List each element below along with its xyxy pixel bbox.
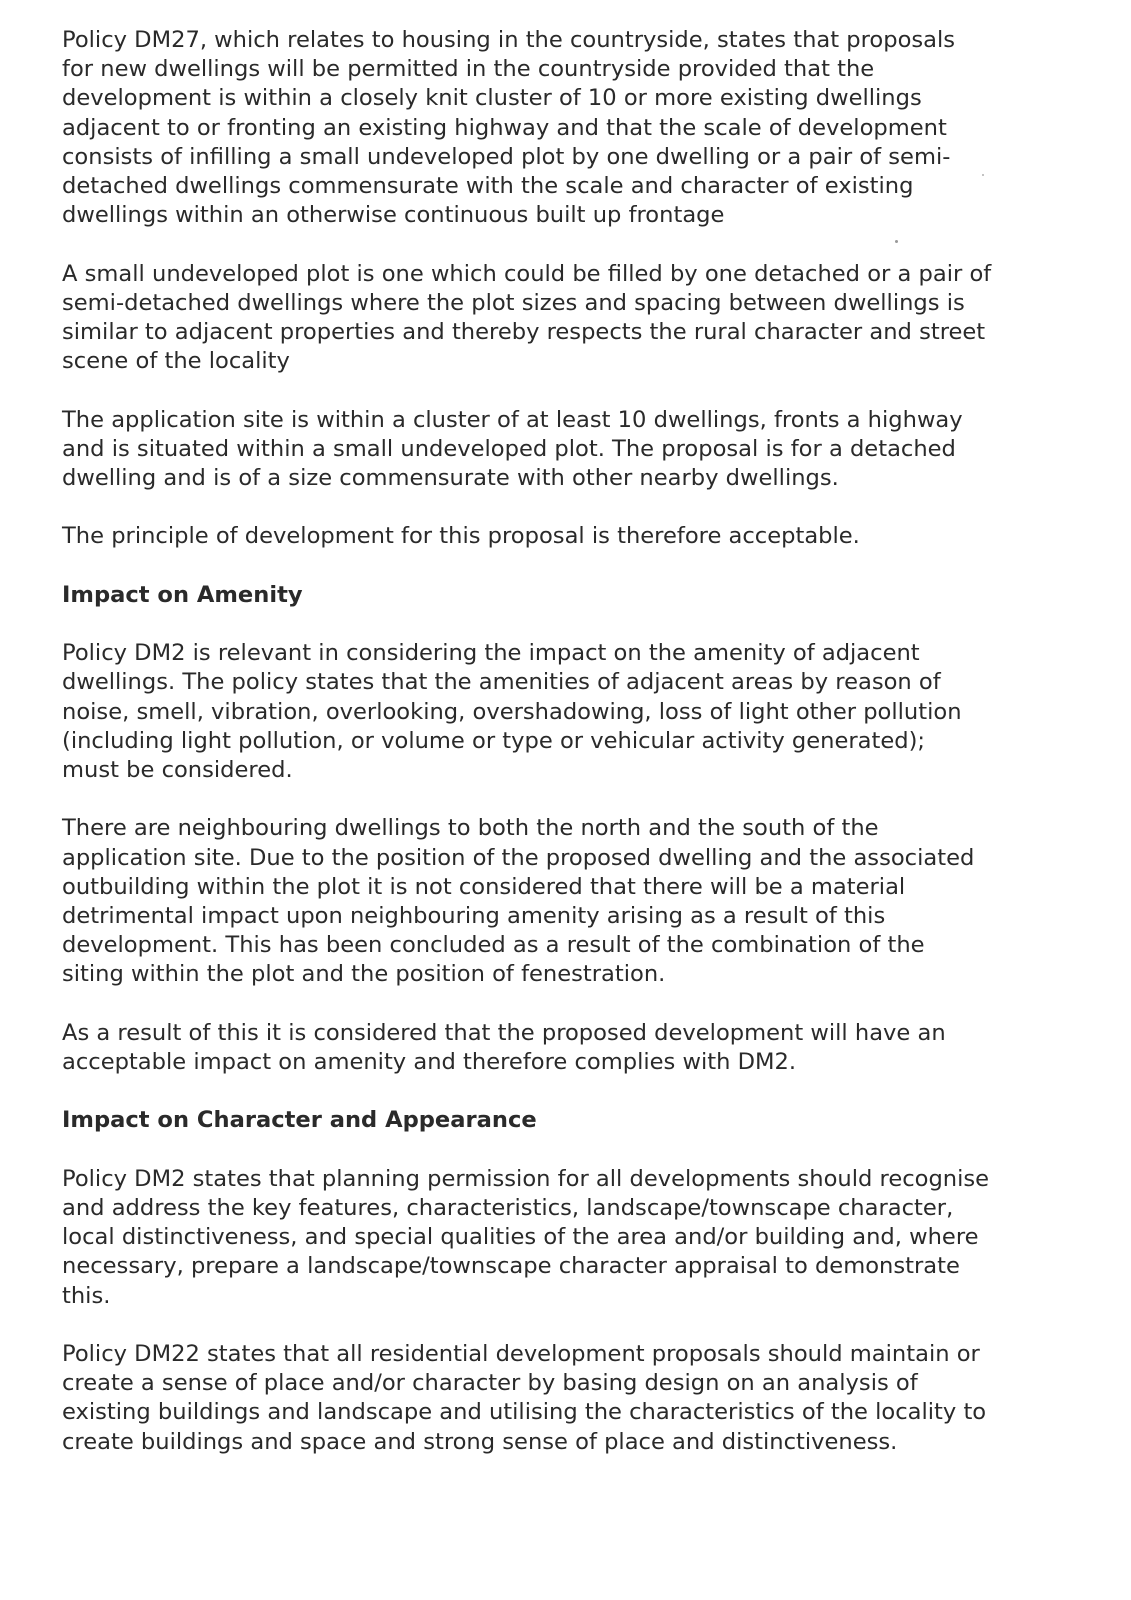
paragraph-line: Policy DM2 is relevant in considering the impact on the amenity of adjacent [62, 640, 920, 667]
paragraph-line: necessary, prepare a landscape/townscape character appraisal to demonstrate [62, 1253, 960, 1280]
paragraph-line: noise, smell, vibration, overlooking, overshadowing, loss of light other pollution [62, 698, 962, 725]
paragraph-line: A small undeveloped plot is one which could be filled by one detached or a pair of [62, 260, 992, 287]
paragraph-line: dwelling and is of a size commensurate with other nearby dwellings. [62, 465, 839, 492]
section-heading [62, 1106, 1072, 1135]
body-paragraph [62, 1165, 1072, 1311]
document-body [62, 26, 1072, 1486]
scan-speck [982, 174, 984, 176]
paragraph-line: development. This has been concluded as a result of the combination of the [62, 932, 925, 959]
body-paragraph [62, 1340, 1072, 1457]
paragraph-line: local distinctiveness, and special qualities of the area and/or building and, where [62, 1224, 979, 1251]
paragraph-line: Policy DM2 states that planning permission for all developments should recognise [62, 1165, 990, 1192]
body-paragraph [62, 26, 1072, 230]
paragraph-line: scene of the locality [62, 348, 290, 375]
heading-text: Impact on Character and Appearance [62, 1107, 537, 1134]
paragraph-line: existing buildings and landscape and utilising the characteristics of the locality to [62, 1399, 987, 1426]
paragraph-line: for new dwellings will be permitted in the countryside provided that the [62, 56, 875, 83]
section-heading [62, 581, 1072, 610]
body-paragraph [62, 1019, 1072, 1077]
body-paragraph [62, 522, 1072, 551]
paragraph-line: create buildings and space and strong sense of place and distinctiveness. [62, 1428, 898, 1455]
body-paragraph [62, 406, 1072, 494]
paragraph-line: detrimental impact upon neighbouring amenity arising as a result of this [62, 903, 886, 929]
paragraph-line: detached dwellings commensurate with the scale and character of existing [62, 173, 914, 200]
paragraph-line: adjacent to or fronting an existing highway and that the scale of development [62, 114, 947, 141]
paragraph-line: and address the key features, characteristics, landscape/townscape character, [62, 1194, 954, 1221]
paragraph-line: The application site is within a cluster of at least 10 dwellings, fronts a highway [62, 406, 963, 433]
paragraph-line: create a sense of place and/or character by basing design on an analysis of [62, 1370, 918, 1397]
paragraph-line: must be considered. [62, 757, 293, 783]
paragraph-line: Policy DM27, which relates to housing in the countryside, states that proposals [62, 27, 956, 53]
paragraph-line: As a result of this it is considered that the proposed development will have an [62, 1019, 946, 1046]
paragraph-line: outbuilding within the plot it is not considered that there will be a material [62, 873, 906, 900]
paragraph-line: (including light pollution, or volume or type or vehicular activity generated); [62, 727, 926, 754]
paragraph-line: dwellings. The policy states that the amenities of adjacent areas by reason of [62, 669, 941, 696]
scan-speck [895, 240, 898, 243]
body-paragraph [62, 260, 1072, 377]
paragraph-line: application site. Due to the position of the proposed dwelling and the associated [62, 844, 975, 871]
paragraph-line: siting within the plot and the position of fenestration. [62, 961, 666, 988]
paragraph-line: this. [62, 1282, 111, 1309]
paragraph-line: Policy DM22 states that all residential development proposals should maintain or [62, 1340, 980, 1367]
paragraph-line: acceptable impact on amenity and therefore complies with DM2. [62, 1049, 797, 1075]
paragraph-line: There are neighbouring dwellings to both the north and the south of the [62, 815, 879, 842]
body-paragraph [62, 639, 1072, 785]
paragraph-line: similar to adjacent properties and thereby respects the rural character and street [62, 319, 986, 346]
paragraph-line: consists of infilling a small undeveloped plot by one dwelling or a pair of semi- [62, 143, 951, 170]
heading-text: Impact on Amenity [62, 581, 303, 608]
paragraph-line: dwellings within an otherwise continuous built up frontage [62, 202, 725, 229]
body-paragraph [62, 814, 1072, 989]
paragraph-line: and is situated within a small undeveloped plot. The proposal is for a detached [62, 435, 956, 462]
paragraph-line: The principle of development for this proposal is therefore acceptable. [62, 523, 860, 550]
paragraph-line: development is within a closely knit cluster of 10 or more existing dwellings [62, 85, 922, 112]
paragraph-line: semi-detached dwellings where the plot sizes and spacing between dwellings is [62, 289, 965, 316]
